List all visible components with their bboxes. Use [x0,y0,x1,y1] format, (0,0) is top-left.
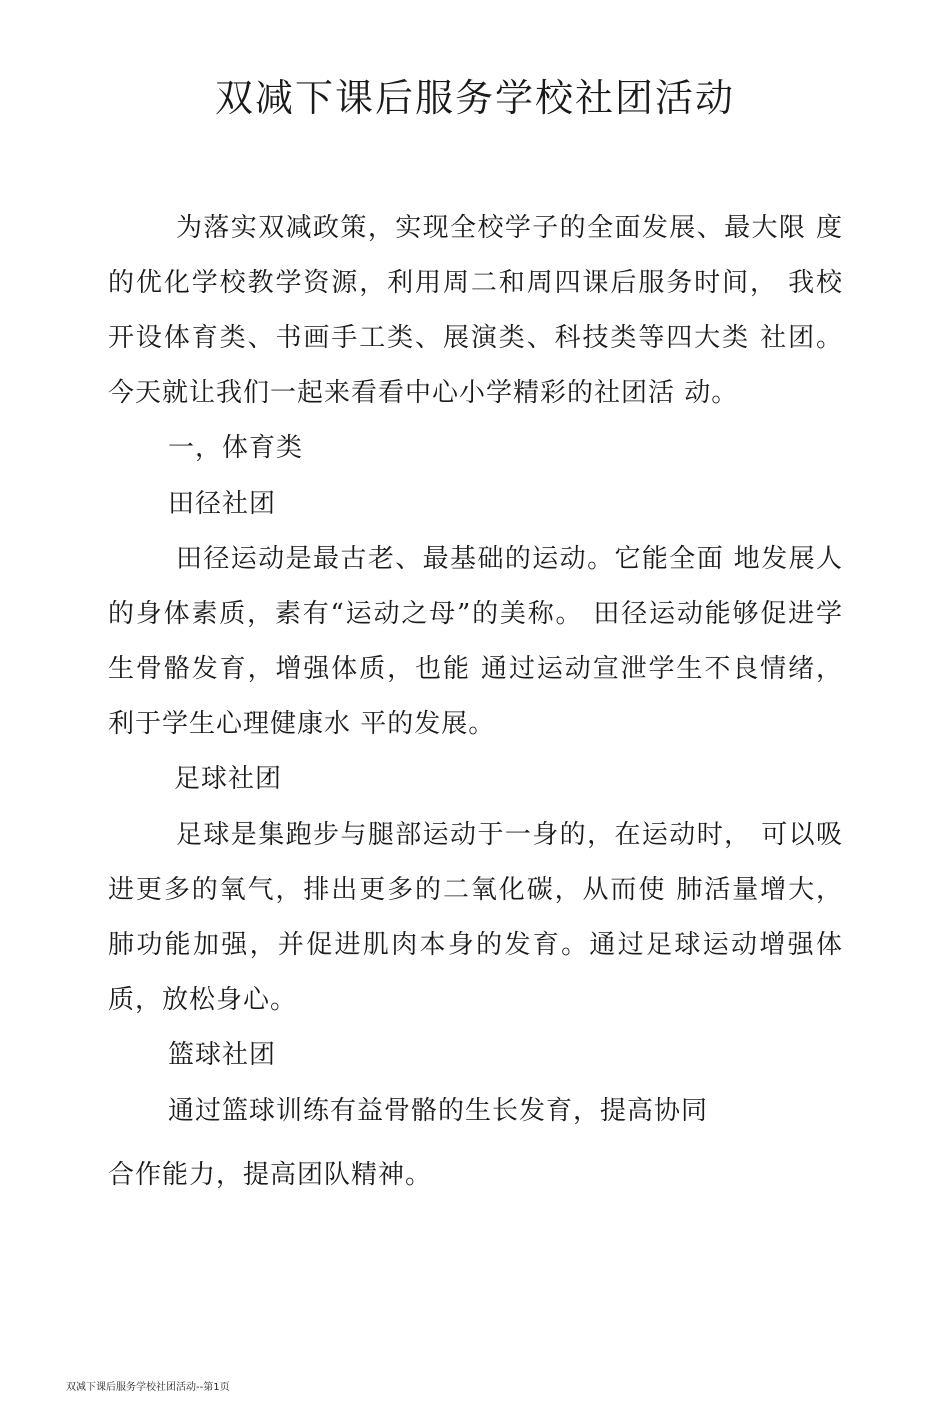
intro-paragraph: 为落实双减政策，实现全校学子的全面发展、最大限 度的优化学校教学资源，利用周二和周四课后服务时间， 我校开设体育类、书画手工类、展演类、科技类等四大类 社团。今天就让我们一起来看看中心小学精彩的社团活 动。 [108,213,843,408]
club-paragraph-track: 田径运动是最古老、最基础的运动。它能全面 地发展人的身体素质，素有“运动之母”的美称。 田径运动能够促进学生骨骼发育，增强体质，也能 通过运动宣泄学生不良情绪，利于学生心理健康水 平的发展。 [108,544,843,739]
page-footer: 双减下课后服务学校社团活动--第1页 [66,1382,230,1393]
document-title: 双减下课后服务学校社团活动 [214,76,735,120]
club-heading-football: 足球社团 [174,764,283,794]
club-paragraph-basketball-line1: 通过篮球训练有益骨骼的生长发育，提高协同 [168,1096,709,1126]
club-heading-track: 田径社团 [168,489,277,519]
club-paragraph-basketball-line2: 合作能力，提高团队精神。 [108,1160,433,1190]
section-heading-sports: 一，体育类 [168,433,304,463]
club-heading-basketball: 篮球社团 [168,1040,277,1070]
club-paragraph-football: 足球是集跑步与腿部运动于一身的，在运动时， 可以吸进更多的氧气，排出更多的二氧化碳，从而使 肺活量增大，肺功能加强，并促进肌肉本身的发育。通过足球运动增强体质，放松身心。 [108,820,843,1015]
